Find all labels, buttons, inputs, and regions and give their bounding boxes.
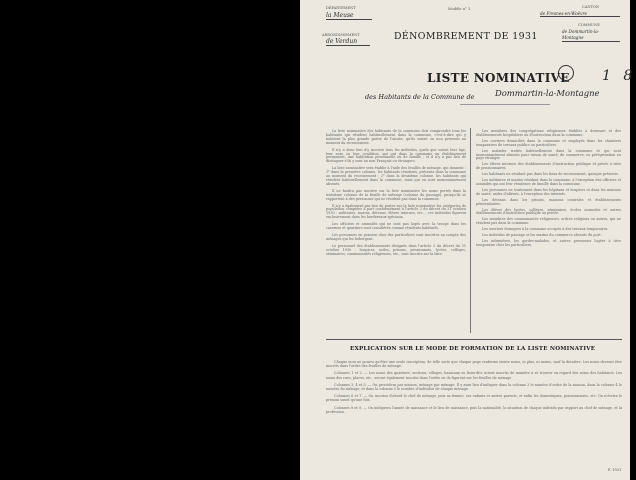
right-para-12: Les individus de passage et les marins du commerce absents du port.: [482, 233, 602, 238]
list-title: LISTE NOMINATIVE: [427, 71, 570, 85]
right-para-6: Les militaires et marins résidant dans la commune, à l'exception des officiers et assimilés qui ont leur résidence de famille dans la commune.: [476, 178, 621, 186]
right-para-11: Les ouvriers étrangers à la commune occupés à des travaux temporaires.: [482, 227, 609, 232]
left-para-6: Les officiers et assimilés qui ne sont pas logés avec la troupe dans les casernes et quartiers sont considérés comme résidents habituels.: [326, 222, 466, 231]
subtitle-underline: [460, 104, 550, 105]
column-divider: [470, 128, 471, 333]
right-para-10: Les membres des communautés religieuses, ordres religieux ou autres, qui ne résident pas dans la commune.: [476, 217, 621, 226]
right-column-text: [476, 130, 621, 248]
right-para-4: Les élèves internes des établissements d'instruction publique et privée à titre de pensionnaires.: [476, 162, 621, 171]
left-para-7: Les personnes en pension chez des particuliers sont inscrites au compte des ménages qui les hébergent.: [326, 232, 466, 241]
right-para-3: Les malades traités habituellement dans la commune et qui sont momentanément absents pour raison de santé, de commerce, ou pérégrination en pays étranger.: [476, 148, 621, 161]
census-title: DÉNOMBREMENT DE 1931: [394, 31, 538, 42]
footer-mark: F. 1931: [608, 468, 622, 472]
right-para-8: Les détenus dans les prisons, maisons centrales et établissements pénitentiaires.: [476, 197, 621, 206]
right-para-1: Les membres des congrégations religieuses établies à demeure et des établissements hospitaliers ou d'instruction dans la commune.: [476, 129, 621, 137]
model-number: Modèle n° 1.: [448, 7, 472, 11]
document-page: [300, 0, 636, 480]
census-sheet: [312, 0, 636, 480]
left-para-4: Il ne faudra pas inscrire sur la liste nominative les noms portés dans la troisième colonne de la feuille de ménage (colonne du passage), puisqu'ils se rapportent à des personnes qui ne résident pas dans la commune.: [326, 188, 466, 201]
right-para-5: Les habitants ne résidant pas dans les lieux de recensement, quoique présents.: [482, 172, 619, 177]
subtitle-prefix: des Habitants de la Commune de: [365, 93, 475, 101]
commune-value: de Dommartin-la-Montagne: [562, 29, 620, 42]
right-para-7: Les personnes en traitement dans les hôpitaux et hospices et dans les maisons de santé, asiles d'aliénés, à l'exception des internés.: [476, 187, 621, 196]
left-para-8: Le personnel des établissements désignés dans l'article 3 du décret du 31 octobre 1930 : hospices, asiles, prisons, pensionnats, lycées, collèges, séminaires, communautés religieuses, etc., sont inscrits sur la liste.: [326, 243, 466, 256]
departement-label: DÉPARTEMENT: [326, 6, 356, 10]
explication-text: [326, 360, 622, 414]
arrondissement-value: de Verdun: [326, 38, 370, 46]
left-column-text: [326, 130, 466, 256]
explication-para-3: Colonnes 3, 4 et 5. — On procédera par maison, ménage par ménage. Il y aura lieu d'indiquer dans la colonne 3 le numéro d'ordre de la maison, dans la colonne 4 le numéro du ménage, et dans la colonne 5 le nombre d'individus de chaque ménage.: [326, 382, 622, 392]
right-para-2: Les ouvriers domiciliés dans la commune et employés dans les chantiers temporaires de travaux publics ou particuliers.: [476, 138, 621, 147]
left-para-3: La liste nominative sera établie à l'aide des feuilles de ménage, qui donnent : 1° dans la première colonne, les habitants résidents, présents dans la commune au moment du recensement ; 2° dans la deuxième colonne, les habitants qui résident habituellement dans la commune, mais qui en sont momentanément absents.: [326, 166, 466, 186]
explication-title: EXPLICATION SUR LE MODE DE FORMATION DE LA LISTE NOMINATIVE: [350, 346, 596, 352]
explication-para-2: Colonnes 1 et 2. — Les noms des quartiers, sections, villages, hameaux ou lieux-dits seront inscrits de manière à se trouver en regard des noms des habitants. Les noms des rues, places, etc., seront également inscrits dans l'ordre où ils figurent sur les feuilles de ménage.: [326, 371, 622, 380]
margin-note: 1 8: [602, 68, 636, 84]
commune-label: COMMUNE: [578, 23, 600, 27]
left-para-1: La liste nominative des habitants de la commune doit comprendre tous les habitants qui résident habituellement dans la commune, c'est-à-dire qui y habitent la plus grande partie de l'année, qu'ils soient ou non présents au moment du recensement.: [326, 129, 466, 145]
canton-value: de Fresnes-en-Woëvre: [540, 11, 620, 17]
right-para-9: Les élèves des lycées, collèges, séminaires, écoles normales et autres établissements d'instruction publique ou privée.: [476, 207, 621, 216]
left-para-2: Il n'y a donc lieu d'y inscrire tous les individus, quels que soient leur âge, leur sexe ou leur condition, qui ont dans la commune un établissement permanent, une habitation personnelle ou de famille ; et il n'y a pas lieu de distinguer s'ils y sont ou non Français ou étrangers.: [326, 147, 466, 164]
canton-label: CANTON: [582, 5, 599, 9]
arrondissement-label: ARRONDISSEMENT: [322, 33, 360, 37]
explication-para-5: Colonnes 8 et 9. — On indiquera l'année de naissance et le lieu de naissance, puis la nationalité, la situation de chaque individu par rapport au chef de ménage, et la profession.: [326, 405, 622, 414]
left-para-5: Il n'y a également pas lieu de porter sur la liste nominative les catégories de population comptées à part conformément à l'article 2 du décret du 31 octobre 1930 : militaires, marins, détenus, élèves internes, etc. ; ces individus figurent exclusivement dans les bordereaux spéciaux.: [326, 203, 466, 220]
right-para-13: Les infirmières, les gardes-malades, et autres personnes logées à titre temporaire chez les particuliers.: [476, 238, 621, 247]
explication-para-1: Chaque nom ne pourra qu'être une seule inscription, de telle sorte que chaque page renferme trente noms, ni plus, ni moins, sauf la dernière. Les noms devront être inscrits dans l'ordre des feuilles de ménage.: [326, 360, 622, 369]
explication-para-4: Colonnes 6 et 7. — On inscrira d'abord le chef de ménage, puis sa femme, ses enfants et autres parents, et enfin les domestiques, pensionnaires, etc. On n'écrira le prénom usuel qu'une fois.: [326, 394, 622, 403]
departement-value: la Meuse: [326, 12, 372, 20]
commune-handwritten: Dommartin-la-Montagne: [495, 88, 600, 98]
section-rule: [326, 339, 622, 340]
